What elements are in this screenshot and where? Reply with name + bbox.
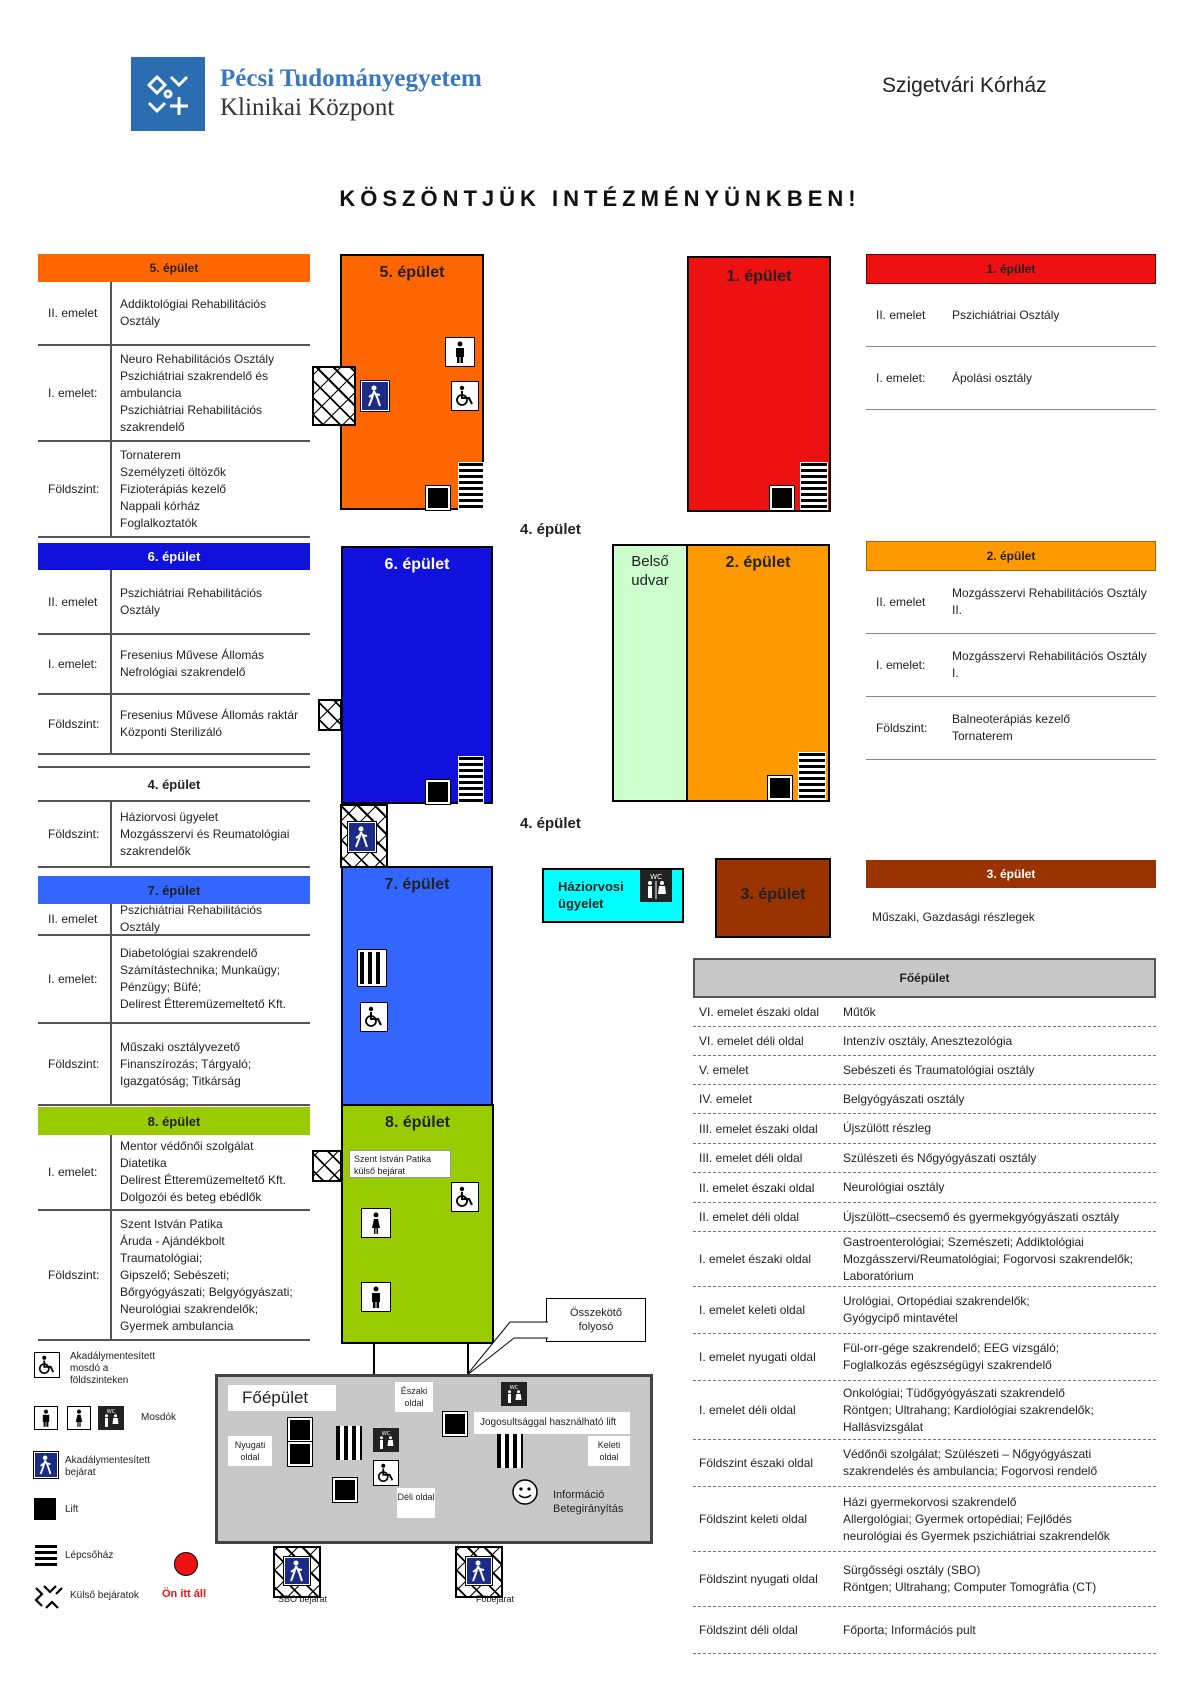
department-line: Intenzív osztály, Anesztezológia xyxy=(843,1033,1013,1048)
department-line: Központi Sterilizáló xyxy=(120,725,223,739)
main-west-side-label: Nyugati oldal xyxy=(228,1436,272,1466)
floor-row xyxy=(693,1114,1156,1144)
department-line: Szent István Patika xyxy=(120,1216,223,1231)
main-accessible-entrance-icon xyxy=(466,1557,492,1585)
floor-row xyxy=(38,936,310,1024)
floor-label: I. emelet: xyxy=(876,658,926,672)
main-stairs-west xyxy=(336,1426,362,1460)
department-line: Főporta; Információs pult xyxy=(843,1622,976,1637)
floor-row xyxy=(38,442,310,538)
svg-text:WC: WC xyxy=(106,1408,116,1415)
floor-departments xyxy=(843,1203,1156,1231)
info-label: Információ Betegirányítás xyxy=(553,1489,624,1515)
building-2-table-title: 2. épület xyxy=(866,541,1156,571)
main-lift-south xyxy=(333,1478,357,1502)
floor-departments xyxy=(843,1027,1156,1055)
floor-label: Földszint: xyxy=(38,802,112,866)
floor-departments xyxy=(843,1607,1156,1653)
department-line: Sebészeti és Traumatológiai osztály xyxy=(843,1062,1035,1077)
floor-row xyxy=(866,347,1156,410)
legend-accessible-entrance-label: Akadálymentesített bejárat xyxy=(65,1455,151,1478)
floor-departments xyxy=(843,1487,1156,1551)
floor-label: Földszint déli oldal xyxy=(699,1623,798,1637)
haziorvosi-label: Háziorvosi ügyelet xyxy=(558,879,624,911)
building-7-rows xyxy=(38,904,310,1106)
svg-text:WC: WC xyxy=(509,1384,519,1391)
legend-wc-label: Mosdók xyxy=(141,1412,177,1423)
department-line: Fül-orr-gége szakrendelő; EEG vizsgáló; xyxy=(843,1341,1060,1355)
department-line: Belgyógyászati osztály xyxy=(843,1091,965,1106)
building-2-lift xyxy=(768,776,792,800)
floor-label: I. emelet: xyxy=(876,371,926,385)
legend-accessible-wc-icon xyxy=(34,1352,60,1378)
svg-text:WC: WC xyxy=(650,873,662,881)
main-building-table-title: Főépület xyxy=(693,958,1156,998)
building-6-stairs xyxy=(458,756,484,804)
building-8-accessible-wc-icon xyxy=(451,1182,479,1212)
floor-row xyxy=(693,1027,1156,1056)
floor-departments xyxy=(112,695,310,753)
department-line: Gyermek ambulancia xyxy=(120,1318,234,1333)
sbo-accessible-entrance-icon xyxy=(284,1557,310,1585)
department-line: Hallásvizsgálat xyxy=(843,1419,924,1434)
department-line: szakrendelők xyxy=(120,843,191,858)
main-entrance-label: Főbejárat xyxy=(476,1594,515,1604)
floor-departments xyxy=(952,697,1156,759)
floor-label: Földszint: xyxy=(876,721,928,735)
building-5-label: 5. épület xyxy=(379,264,445,281)
building-7-block[interactable] xyxy=(341,866,493,1106)
floor-row xyxy=(38,695,310,755)
floor-row xyxy=(693,998,1156,1027)
floor-departments xyxy=(952,571,1156,633)
floor-departments xyxy=(112,904,310,934)
department-line: Mozgásszervi Rehabilitációs Osztály II. xyxy=(952,586,1147,617)
department-line: Nappali kórház xyxy=(120,498,201,513)
building-5-table xyxy=(38,254,310,538)
floor-label: I. emelet: xyxy=(38,936,112,1022)
department-line: Műtők xyxy=(843,1004,876,1019)
building-1-lift xyxy=(770,486,794,510)
osszekoto-callout: Összekötő folyosó xyxy=(546,1298,646,1342)
building-8-table-title: 8. épület xyxy=(38,1107,310,1135)
department-line: Újszülött–csecsemő és gyermekgyógyászati osztály xyxy=(843,1209,1120,1224)
legend-wc-icon xyxy=(98,1406,124,1430)
main-lift-1 xyxy=(288,1418,312,1442)
floor-departments xyxy=(843,1440,1156,1486)
building-7-table-title: 7. épület xyxy=(38,876,310,904)
floor-row xyxy=(866,697,1156,760)
floor-departments xyxy=(843,1232,1156,1286)
floor-label: I. emelet déli oldal xyxy=(699,1403,796,1417)
department-line: Tornaterem xyxy=(120,447,181,462)
building-3-block[interactable] xyxy=(715,858,831,938)
legend-stairs-label: Lépcsőház xyxy=(65,1550,114,1561)
floor-departments xyxy=(843,1085,1156,1113)
building-5-stairs xyxy=(458,462,484,510)
department-line: Fizioterápiás kezelő xyxy=(120,481,227,496)
legend-external-entrance-label: Külső bejáratok xyxy=(70,1590,139,1601)
building-1-rows xyxy=(866,284,1156,410)
department-line: Pszichiátriai Osztály xyxy=(952,307,1060,322)
floor-row xyxy=(38,635,310,695)
haziorvosi-wc-icon xyxy=(640,870,672,902)
floor-departments xyxy=(112,346,310,440)
department-line: Számítástechnika; Munkaügy; xyxy=(120,963,281,977)
department-line: Diatetika xyxy=(120,1156,167,1170)
department-line: Allergológiai; Gyermek ortopédiai; Fejlődés xyxy=(843,1511,1072,1526)
building-1-label: 1. épület xyxy=(726,268,792,285)
department-line: Foglalkozás egészségügyi szakrendelő xyxy=(843,1358,1052,1372)
department-line: Háziorvosi ügyelet xyxy=(120,809,219,824)
floor-departments xyxy=(843,1114,1156,1143)
department-line: Ápolási osztály xyxy=(952,370,1033,385)
you-are-here-marker xyxy=(174,1552,198,1576)
floor-row xyxy=(693,1144,1156,1173)
legend-mens-wc-icon xyxy=(34,1406,58,1430)
corridor-left-wall xyxy=(373,1344,375,1376)
legend-stairs-icon xyxy=(34,1544,58,1568)
main-wc-center-icon xyxy=(373,1428,399,1452)
building-1-table-title: 1. épület xyxy=(866,254,1156,284)
floor-departments xyxy=(112,635,310,693)
floor-label: III. emelet északi oldal xyxy=(699,1121,818,1136)
building-8-label: 8. épület xyxy=(385,1114,450,1131)
building-4-table-title: 4. épület xyxy=(38,768,310,802)
main-east-side-label: Keleti oldal xyxy=(588,1436,630,1466)
department-line: Mozgásszervi és Reumatológiai xyxy=(120,826,290,841)
floor-departments xyxy=(843,1381,1156,1439)
building-1-table xyxy=(866,254,1156,410)
floor-row xyxy=(693,1056,1156,1085)
floor-row xyxy=(693,1287,1156,1334)
info-smiley-icon xyxy=(511,1478,539,1506)
main-lift-restricted-label: Jogosultsággal használható lift xyxy=(474,1412,630,1434)
department-line: Pénzügy; Büfé; xyxy=(120,980,202,994)
department-line: Dolgozói és beteg ebédlők xyxy=(120,1190,262,1204)
floor-row xyxy=(693,1232,1156,1287)
department-line: Addiktológiai Rehabilitációs Osztály xyxy=(120,297,267,328)
building-6-table-title: 6. épület xyxy=(38,543,310,570)
legend-lift-icon xyxy=(34,1498,56,1520)
building-3-text: Műszaki, Gazdasági részlegek xyxy=(872,910,1035,924)
department-line: Pszichiátriai Rehabilitációs Osztály xyxy=(120,903,263,934)
building-2-stairs xyxy=(798,752,826,800)
floor-label: I. emelet keleti oldal xyxy=(699,1303,806,1317)
floor-row xyxy=(38,1024,310,1106)
main-building-rows xyxy=(693,998,1156,1654)
floor-label: Földszint: xyxy=(38,1024,112,1104)
floor-label: II. emelet xyxy=(38,570,112,633)
floor-label: I. emelet nyugati oldal xyxy=(699,1350,816,1364)
university-logo xyxy=(131,57,205,131)
main-lift-2 xyxy=(288,1442,312,1466)
department-line: neurológiai és Gyermek pszichiátriai szakrendelők xyxy=(843,1528,1110,1543)
logo-line2: Klinikai Központ xyxy=(220,94,395,121)
building-5-table-title: 5. épület xyxy=(38,254,310,282)
department-line: Személyzeti öltözők xyxy=(120,464,227,479)
patika-entrance-label: Szent István Patika külső bejárat xyxy=(349,1150,451,1178)
building-6-lift xyxy=(426,780,450,804)
floor-departments xyxy=(112,570,310,633)
legend-womens-wc-icon xyxy=(67,1406,91,1430)
building-4-rows xyxy=(38,802,310,868)
floor-row xyxy=(38,802,310,868)
legend-lift-label: Lift xyxy=(65,1504,79,1515)
department-line: Szülészeti és Nőgyógyászati osztály xyxy=(843,1150,1037,1165)
department-line: Tornaterem xyxy=(952,729,1013,743)
floor-row xyxy=(38,1135,310,1211)
main-wc-top-icon xyxy=(501,1382,527,1406)
floor-row xyxy=(693,1440,1156,1487)
floor-departments xyxy=(952,284,1156,346)
department-line: Delirest Étteremüzemeltető Kft. xyxy=(120,1173,287,1187)
building-4-label-top: 4. épület xyxy=(520,521,581,538)
department-line: Neurológiai szakrendelők; xyxy=(120,1301,259,1316)
main-south-side-label: Déli oldal xyxy=(397,1488,435,1518)
department-line: Házi gyermekorvosi szakrendelő xyxy=(843,1494,1017,1509)
main-north-side-label: Északi oldal xyxy=(395,1382,433,1412)
floor-departments xyxy=(112,282,310,344)
welcome-title: KÖSZÖNTJÜK INTÉZMÉNYÜNKBEN! xyxy=(339,186,861,211)
legend-accessible-wc-label: Akadálymentesített mosdó a földszinteken xyxy=(70,1351,156,1386)
building-2-label: 2. épület xyxy=(725,554,791,571)
hospital-name: Szigetvári Kórház xyxy=(882,74,1047,97)
floor-departments xyxy=(843,1173,1156,1202)
building-2-rows xyxy=(866,571,1156,760)
department-line: Áruda - Ajándékbolt xyxy=(120,1233,225,1248)
main-accessible-wc-icon xyxy=(373,1460,399,1486)
floor-label: II. emelet xyxy=(876,595,926,609)
building-7-stairs xyxy=(358,950,386,986)
department-line: Röntgen; Ultrahang; Computer Tomográfia (CT) xyxy=(843,1580,1097,1594)
main-building-table xyxy=(693,958,1156,1654)
floor-row xyxy=(693,1203,1156,1232)
department-line: Fresenius Művese Állomás xyxy=(120,648,265,662)
department-line: Bőrgyógyászati; Belgyógyászati; xyxy=(120,1284,293,1299)
building-5-accessible-wc-icon xyxy=(451,381,479,411)
department-line: Újszülött részleg xyxy=(843,1121,932,1135)
department-line: szakrendelés és ambulancia; Fogorvosi rendelő xyxy=(843,1464,1098,1478)
you-are-here-label: Ön itt áll xyxy=(162,1588,206,1600)
legend-accessible-entrance-icon xyxy=(34,1452,58,1478)
department-line: Igazgatóság; Titkárság xyxy=(120,1073,241,1088)
building-5-accessible-entrance-icon xyxy=(361,381,389,411)
floor-departments xyxy=(843,1334,1156,1380)
floor-row xyxy=(693,1381,1156,1440)
building-3-table xyxy=(866,860,1156,924)
department-line: Védőnői szolgálat; Szülészeti – Nőgyógyászati xyxy=(843,1447,1092,1461)
department-line: Traumatológiai; xyxy=(120,1250,203,1265)
department-line: Mozgásszervi/Reumatológiai; Fogorvosi szakrendelők; xyxy=(843,1251,1134,1266)
department-line: Neuro Rehabilitációs Osztály xyxy=(120,351,275,366)
building-6-label: 6. épület xyxy=(384,556,450,573)
building-8-womens-wc-icon xyxy=(361,1208,391,1238)
department-line: szakrendelő xyxy=(120,419,185,434)
floor-row xyxy=(866,284,1156,347)
department-line: Röntgen; Ultrahang; Kardiológiai szakrendelők; xyxy=(843,1402,1094,1417)
floor-departments xyxy=(843,1552,1156,1606)
osszekoto-pointer xyxy=(466,1320,550,1380)
main-lift-restricted xyxy=(443,1412,467,1436)
building-4-accessible-entrance-icon xyxy=(348,822,376,852)
floor-row xyxy=(38,282,310,346)
department-line: ambulancia xyxy=(120,385,182,400)
building-4-label-bottom: 4. épület xyxy=(520,815,581,832)
building-7-table xyxy=(38,876,310,1106)
floor-row xyxy=(38,904,310,936)
main-stairs-east xyxy=(497,1434,523,1468)
floor-row xyxy=(38,570,310,635)
floor-row xyxy=(693,1607,1156,1654)
department-line: Urológiai, Ortopédiai szakrendelők; xyxy=(843,1294,1030,1308)
department-line: Pszichiátriai Rehabilitációs Osztály xyxy=(120,585,263,617)
floor-row xyxy=(693,1487,1156,1552)
logo-emblem-icon xyxy=(131,57,205,131)
legend-external-entrance-icon xyxy=(34,1584,64,1610)
building-2-table xyxy=(866,541,1156,760)
building-3-table-title: 3. épület xyxy=(866,860,1156,888)
department-line: Finanszírozás; Tárgyaló; xyxy=(120,1056,252,1071)
floor-label: Földszint nyugati oldal xyxy=(699,1572,818,1586)
department-line: Sürgősségi osztály (SBO) xyxy=(843,1563,981,1577)
building-8-table xyxy=(38,1107,310,1341)
main-building-label: Főépület xyxy=(228,1385,336,1411)
floor-label: I. emelet északi oldal xyxy=(699,1252,812,1266)
department-line: Pszichiátriai Rehabilitációs xyxy=(120,402,263,417)
floor-label: II. emelet xyxy=(876,308,926,322)
floor-row xyxy=(693,1552,1156,1607)
sbo-entrance-label: SBO bejárat xyxy=(278,1594,328,1604)
floor-departments xyxy=(112,442,310,536)
floor-label: I. emelet: xyxy=(38,635,112,693)
floor-label: II. emelet xyxy=(38,904,112,934)
floor-row xyxy=(38,1211,310,1341)
floor-row xyxy=(693,1085,1156,1114)
building-4-table xyxy=(38,766,310,868)
building-7-label: 7. épület xyxy=(384,876,450,893)
floor-departments xyxy=(112,802,310,866)
department-line: Gastroenterológiai; Szemészeti; Addiktológiai xyxy=(843,1234,1084,1249)
floor-label: II. emelet xyxy=(38,282,112,344)
logo-line1: Pécsi Tudományegyetem xyxy=(220,65,482,92)
floor-departments xyxy=(843,1056,1156,1084)
building-6-external-entrance[interactable] xyxy=(318,699,342,731)
building-5-wc-icon xyxy=(445,337,475,367)
building-8-mens-wc-icon xyxy=(361,1282,391,1312)
floor-label: Földszint: xyxy=(38,442,112,536)
department-line: Pszichiátriai szakrendelő és xyxy=(120,368,269,383)
floor-label: V. emelet xyxy=(699,1063,749,1077)
floor-label: II. emelet északi oldal xyxy=(699,1180,815,1195)
department-line: Gipszelő; Sebészeti; xyxy=(120,1267,230,1282)
floor-departments xyxy=(112,936,310,1022)
courtyard-label: Belső udvar xyxy=(631,553,669,589)
floor-label: Földszint északi oldal xyxy=(699,1456,814,1470)
building-8-external-entrance[interactable] xyxy=(312,1150,342,1182)
floor-departments xyxy=(843,998,1156,1026)
floor-departments xyxy=(112,1135,310,1209)
floor-departments xyxy=(112,1024,310,1104)
building-6-table xyxy=(38,543,310,755)
building-1-stairs xyxy=(800,462,828,510)
building-3-label: 3. épület xyxy=(740,886,806,903)
department-line: Foglalkoztatók xyxy=(120,515,198,530)
floor-row xyxy=(38,346,310,442)
floor-departments xyxy=(843,1144,1156,1172)
department-line: Laboratórium xyxy=(843,1268,914,1283)
building-5-lift xyxy=(426,486,450,510)
department-line: Műszaki osztályvezető xyxy=(120,1039,241,1054)
floor-label: VI. emelet északi oldal xyxy=(699,1005,820,1019)
floor-label: VI. emelet déli oldal xyxy=(699,1034,804,1048)
building-5-external-entrance[interactable] xyxy=(312,366,356,426)
floor-departments xyxy=(952,347,1156,409)
department-line: Onkológiai; Tüdőgyógyászati szakrendelő xyxy=(843,1385,1065,1400)
department-line: Gyógycipő mintavétel xyxy=(843,1311,958,1325)
floor-label: I. emelet: xyxy=(38,1135,112,1209)
floor-departments xyxy=(952,634,1156,696)
floor-label: IV. emelet xyxy=(699,1092,752,1106)
svg-text:WC: WC xyxy=(381,1430,391,1437)
courtyard-block xyxy=(612,544,688,802)
floor-row xyxy=(866,571,1156,634)
building-5-rows xyxy=(38,282,310,538)
department-line: Nefrológiai szakrendelő xyxy=(120,665,246,679)
department-line: Mozgásszervi Rehabilitációs Osztály I. xyxy=(952,649,1147,680)
floor-label: III. emelet déli oldal xyxy=(699,1151,803,1165)
department-line: Balneoterápiás kezelő xyxy=(952,712,1071,726)
floor-label: Földszint: xyxy=(38,695,112,753)
floor-row xyxy=(693,1173,1156,1203)
building-7-accessible-wc-icon xyxy=(360,1002,388,1032)
building-6-rows xyxy=(38,570,310,755)
floor-row xyxy=(866,634,1156,697)
floor-label: I. emelet: xyxy=(38,346,112,440)
floor-label: Földszint: xyxy=(38,1211,112,1339)
floor-departments xyxy=(112,1211,310,1339)
floor-row xyxy=(693,1334,1156,1381)
department-line: Mentor védőnői szolgálat xyxy=(120,1139,254,1153)
floor-label: II. emelet déli oldal xyxy=(699,1210,800,1224)
department-line: Delirest Étteremüzemeltető Kft. xyxy=(120,997,287,1011)
floor-departments xyxy=(843,1287,1156,1333)
building-8-rows xyxy=(38,1135,310,1341)
department-line: Neurológiai osztály xyxy=(843,1180,945,1194)
department-line: Fresenius Művese Állomás raktár xyxy=(120,708,299,722)
floor-label: Földszint keleti oldal xyxy=(699,1512,808,1526)
department-line: Diabetológiai szakrendelő xyxy=(120,946,258,960)
